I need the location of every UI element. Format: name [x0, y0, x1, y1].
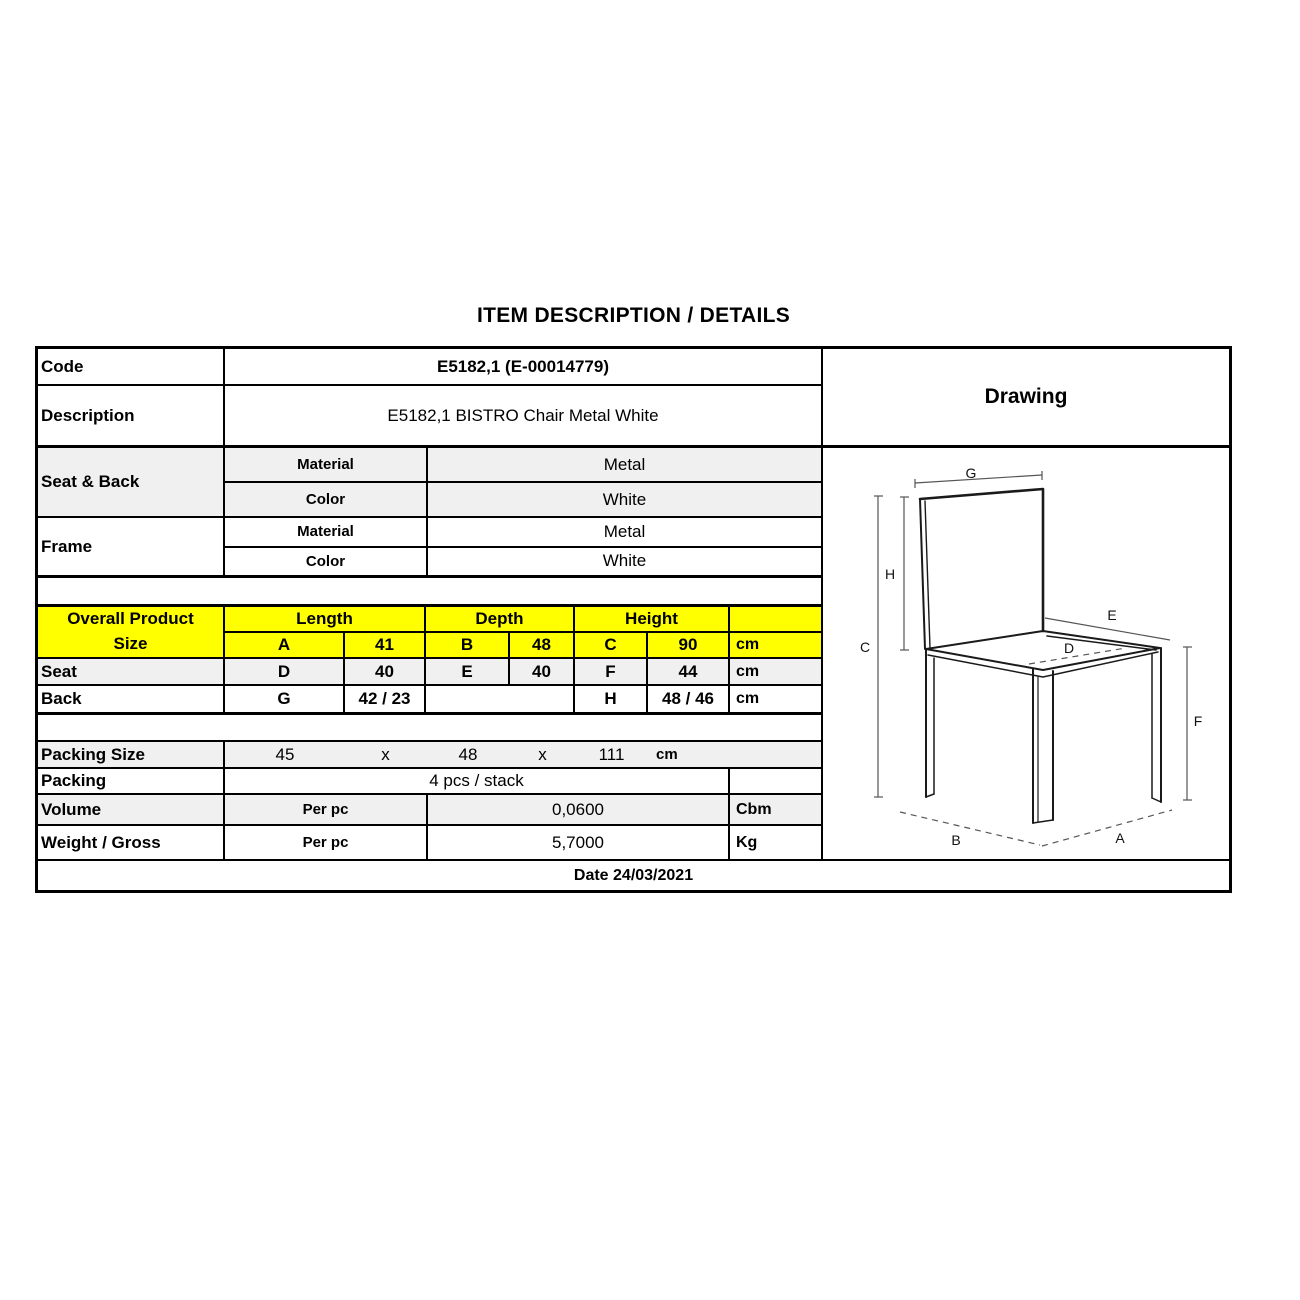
- back-height-key: H: [575, 686, 648, 712]
- packing-unit-empty-cell: [730, 769, 821, 793]
- dim-label-h: H: [884, 566, 896, 582]
- seat-back-material-label: Material: [225, 448, 428, 481]
- height-header: Height: [575, 607, 730, 631]
- seat-size-label: Seat: [38, 659, 225, 684]
- dim-label-d: D: [1063, 640, 1075, 656]
- back-length-value: 42 / 23: [345, 686, 426, 712]
- weight-unit: Kg: [736, 833, 758, 851]
- seat-back-material-value: Metal: [603, 454, 646, 474]
- back-unit: cm: [736, 690, 760, 707]
- dim-label-e: E: [1107, 607, 1117, 623]
- packing-size-values: [225, 742, 821, 767]
- back-depth-empty-cell: [426, 686, 575, 712]
- description-value: E5182,1 BISTRO Chair Metal White: [387, 405, 659, 425]
- section-seat-back: [38, 448, 821, 518]
- overall-depth-value: 48: [510, 633, 575, 657]
- dim-label-c: C: [859, 639, 871, 655]
- seat-depth-key: E: [426, 659, 510, 684]
- chair-drawing: [823, 448, 1229, 857]
- frame-material-label: Material: [225, 518, 428, 546]
- overall-size-label: [38, 607, 225, 657]
- size-header-row: [225, 607, 821, 633]
- frame-material-row: [225, 518, 821, 548]
- weight-per-label: Per pc: [225, 826, 428, 859]
- frame-color-value: White: [602, 551, 647, 571]
- back-height-value: 48 / 46: [648, 686, 730, 712]
- back-length-key: G: [225, 686, 345, 712]
- page-title: ITEM DESCRIPTION / DETAILS: [476, 304, 791, 327]
- packing-size-sep1: x: [381, 744, 390, 764]
- row-seat-size: [38, 659, 821, 686]
- seat-back-label: Seat & Back: [38, 448, 225, 516]
- seat-back-color-row: [225, 483, 821, 516]
- packing-label: Packing: [38, 769, 225, 793]
- seat-depth-value: 40: [510, 659, 575, 684]
- seat-unit: cm: [736, 662, 760, 680]
- seat-length-key: D: [225, 659, 345, 684]
- seat-height-value: 44: [648, 659, 730, 684]
- packing-size-label: Packing Size: [38, 742, 225, 767]
- overall-size-row: [225, 633, 821, 657]
- packing-value: 4 pcs / stack: [225, 769, 730, 793]
- frame-label: Frame: [38, 518, 225, 575]
- back-size-label: Back: [38, 686, 225, 712]
- row-packing-size: [38, 742, 821, 769]
- dim-label-f: F: [1193, 713, 1203, 729]
- volume-label: Volume: [38, 795, 225, 824]
- seat-back-material-row: [225, 448, 821, 483]
- drawing-column: [821, 349, 1229, 859]
- volume-value: 0,0600: [428, 795, 730, 824]
- overall-size-label-line2: Size: [113, 634, 148, 653]
- row-packing: [38, 769, 821, 795]
- code-label: Code: [38, 349, 225, 384]
- packing-size-value1: 45: [275, 744, 295, 764]
- packing-size-value2: 48: [458, 744, 478, 764]
- row-weight: [38, 826, 821, 859]
- packing-size-value3: 111: [598, 744, 625, 764]
- seat-length-value: 40: [345, 659, 426, 684]
- overall-height-key: C: [575, 633, 648, 657]
- overall-unit: cm: [736, 636, 760, 653]
- row-code: [38, 349, 821, 386]
- row-volume: [38, 795, 821, 826]
- frame-material-value: Metal: [603, 521, 646, 541]
- weight-value: 5,7000: [428, 826, 730, 859]
- spec-table: [35, 346, 1232, 893]
- spacer-row-1: [38, 578, 821, 607]
- section-frame: [38, 518, 821, 578]
- section-overall-size: [38, 607, 821, 659]
- description-label: Description: [38, 386, 225, 445]
- code-value: E5182,1 (E-00014779): [436, 356, 610, 376]
- weight-label: Weight / Gross: [38, 826, 225, 859]
- length-header: Length: [225, 607, 426, 631]
- spec-table-left: [38, 349, 821, 859]
- overall-depth-key: B: [426, 633, 510, 657]
- depth-header: Depth: [426, 607, 575, 631]
- date-row: Date 24/03/2021: [38, 859, 1229, 890]
- dim-label-b: B: [951, 832, 961, 848]
- frame-color-label: Color: [225, 548, 428, 576]
- overall-length-key: A: [225, 633, 345, 657]
- overall-height-value: 90: [648, 633, 730, 657]
- seat-height-key: F: [575, 659, 648, 684]
- dim-label-g: G: [965, 465, 977, 481]
- overall-size-label-line1: Overall Product: [67, 609, 194, 629]
- volume-per-label: Per pc: [225, 795, 428, 824]
- spacer-row-2: [38, 715, 821, 742]
- packing-size-sep2: x: [538, 744, 547, 764]
- size-header-unit-cell: [730, 607, 821, 631]
- drawing-header: Drawing: [823, 349, 1229, 448]
- packing-size-unit: cm: [656, 746, 678, 763]
- frame-color-row: [225, 548, 821, 576]
- seat-back-color-label: Color: [225, 483, 428, 516]
- volume-unit: Cbm: [736, 800, 772, 818]
- packing-size-empty: [730, 742, 821, 767]
- row-description: [38, 386, 821, 448]
- overall-length-value: 41: [345, 633, 426, 657]
- seat-back-color-value: White: [602, 489, 647, 509]
- row-back-size: [38, 686, 821, 715]
- dim-label-a: A: [1115, 830, 1125, 846]
